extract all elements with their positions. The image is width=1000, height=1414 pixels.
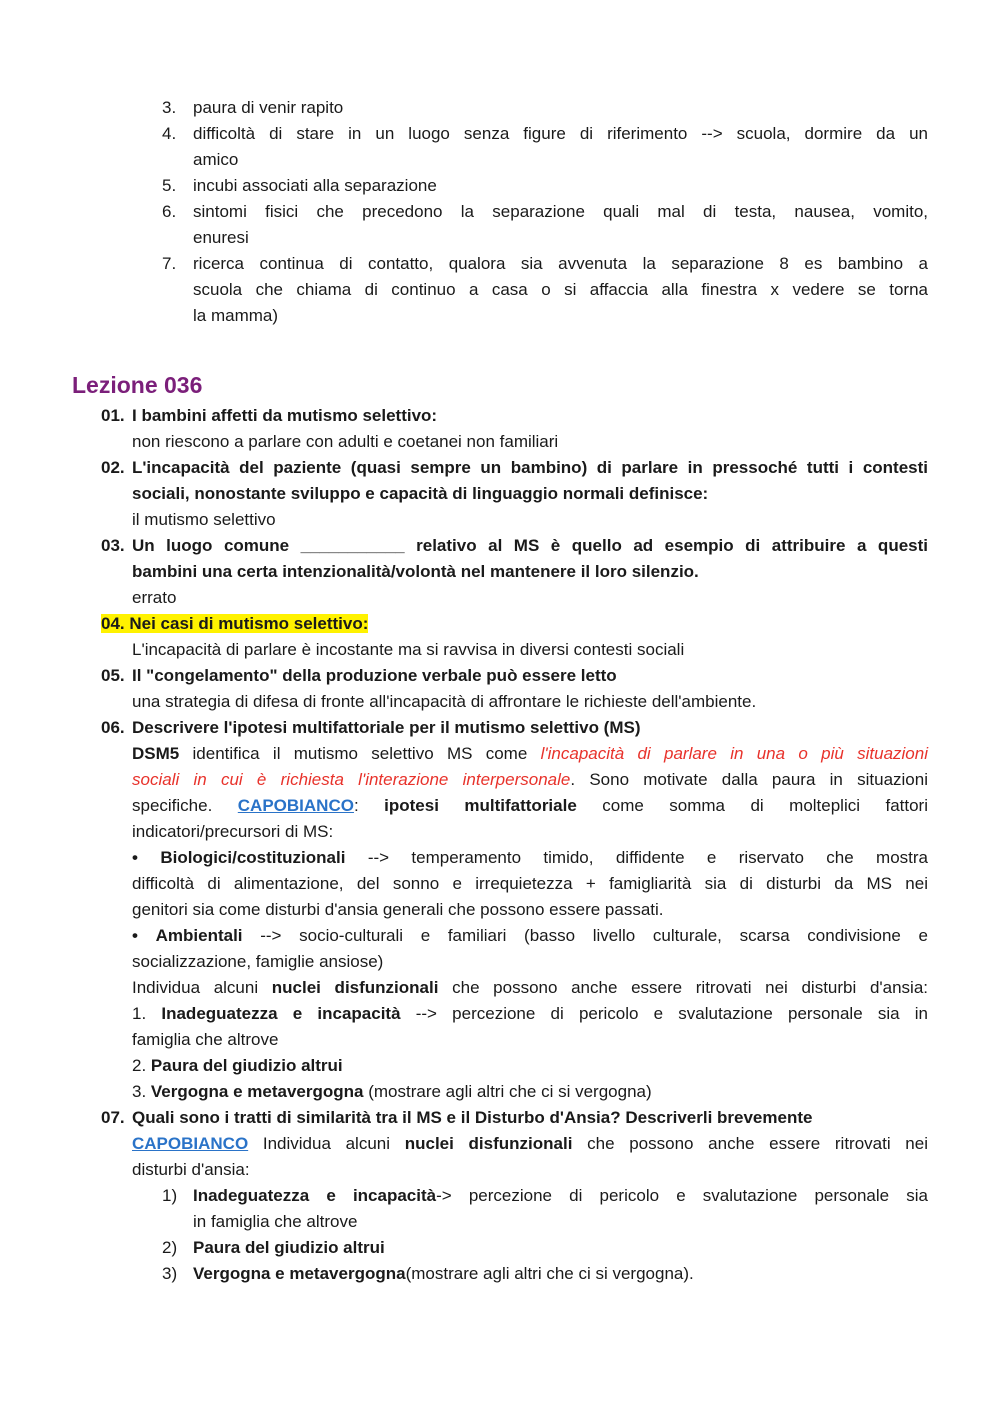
answer-bold: Paura del giudizio altrui	[150, 1056, 343, 1075]
answer-span: come somma di molteplici fattori	[576, 796, 928, 815]
item-number: 3.	[132, 1082, 151, 1101]
question-text: Quali sono i tratti di similarità tra il MS e il Disturbo d'Ansia? Descriverli brevemente	[132, 1108, 813, 1127]
question-number: 06.	[101, 718, 125, 737]
bullet-item-cont: genitori sia come disturbi d'ansia generali che possono essere passati.	[132, 900, 664, 919]
list-number: 4.	[162, 124, 177, 143]
answer-text: il mutismo selettivo	[132, 510, 276, 529]
list-item: paura di venir rapito	[193, 98, 344, 117]
numbered-item	[193, 1261, 694, 1287]
answer-text: L'incapacità di parlare è incostante ma si ravvisa in diversi contesti sociali	[132, 640, 685, 659]
answer-bold: Inadeguatezza e incapacità	[193, 1186, 437, 1205]
question-text-cont: sociali, nonostante sviluppo e capacità di linguaggio normali definisce:	[132, 484, 709, 503]
question-number: 03.	[101, 536, 125, 555]
list-number: 5.	[162, 176, 177, 195]
answer-line	[132, 1131, 928, 1157]
list-number: 3.	[162, 98, 177, 117]
question-text: Nei casi di mutismo selettivo:	[129, 614, 369, 633]
numbered-item-cont: in famiglia che altrove	[193, 1212, 358, 1231]
answer-span: --> percezione di pericolo e svalutazione personale sia in	[400, 1004, 928, 1023]
answer-line: disturbi d'ansia:	[132, 1160, 250, 1179]
bullet-item	[132, 923, 928, 949]
answer-span: . Sono motivate dalla paura in situazioni	[570, 770, 928, 789]
question-text: I bambini affetti da mutismo selettivo:	[132, 406, 438, 425]
definition-red: sociali in cui è richiesta l'interazione interpersonale	[132, 770, 571, 789]
question-number: 05.	[101, 666, 125, 685]
question-text: Un luogo comune ___________ relativo al MS è quello ad esempio di attribuire a questi	[132, 536, 928, 555]
answer-bold: Ambientali	[155, 926, 243, 945]
question-text: Descrivere l'ipotesi multifattoriale per il mutismo selettivo (MS)	[132, 718, 641, 737]
bullet-icon: •	[132, 926, 138, 945]
answer-span: che possono anche essere ritrovati nei disturbi d'ansia:	[438, 978, 929, 997]
list-item-cont: enuresi	[193, 228, 249, 247]
answer-bold: ipotesi multifattoriale	[384, 796, 577, 815]
answer-line	[132, 793, 928, 819]
list-item: difficoltà di stare in un luogo senza figure di riferimento --> scuola, dormire da un	[193, 124, 928, 143]
answer-bold: Biologici/costituzionali	[160, 848, 346, 867]
question-text-cont: bambini una certa intenzionalità/volontà nel mantenere il loro silenzio.	[132, 562, 699, 581]
definition-red: l'incapacità di parlare in una o più situazioni	[540, 744, 928, 763]
numbered-item	[132, 1001, 928, 1027]
answer-bold: Vergogna e metavergogna	[150, 1082, 364, 1101]
bullet-item-cont: socializzazione, famiglie ansiose)	[132, 952, 384, 971]
bullet-item	[132, 845, 928, 871]
answer-span: identifica il mutismo selettivo MS come	[179, 744, 541, 763]
answer-text: non riescono a parlare con adulti e coetanei non familiari	[132, 432, 559, 451]
item-number: 1.	[132, 1004, 162, 1023]
answer-span: -> percezione di pericolo e svalutazione personale sia	[436, 1186, 928, 1205]
list-item-cont: scuola che chiama di continuo a casa o si affaccia alla finestra x vedere se torna	[193, 280, 928, 299]
bullet-icon: •	[132, 848, 138, 867]
numbered-item	[132, 1079, 652, 1105]
item-number: 2)	[162, 1238, 178, 1257]
lesson-heading: Lezione 036	[72, 372, 203, 398]
answer-line	[132, 741, 928, 767]
list-item: sintomi fisici che precedono la separazione quali mal di testa, nausea, vomito,	[193, 202, 928, 221]
answer-bold: nuclei disfunzionali	[404, 1134, 573, 1153]
question-number: 04.	[101, 614, 125, 633]
question-number: 07.	[101, 1108, 125, 1127]
list-number: 6.	[162, 202, 177, 221]
answer-span: che possono anche essere ritrovati nei	[572, 1134, 928, 1153]
answer-span: (mostrare agli altri che ci si vergogna)	[363, 1082, 652, 1101]
dsm5-label: DSM5	[132, 744, 180, 763]
answer-line	[132, 975, 928, 1001]
answer-span: --> temperamento timido, diffidente e riservato che mostra	[345, 848, 928, 867]
question-number: 02.	[101, 458, 125, 477]
list-item: incubi associati alla separazione	[193, 176, 437, 195]
list-item: ricerca continua di contatto, qualora sia avvenuta la separazione 8 es bambino a	[193, 254, 928, 273]
question-number: 01.	[101, 406, 125, 425]
list-item-cont: amico	[193, 150, 239, 169]
answer-text: errato	[132, 588, 177, 607]
question-text: L'incapacità del paziente (quasi sempre un bambino) di parlare in pressoché tutti i contesti	[132, 458, 928, 477]
answer-text: una strategia di difesa di fronte all'incapacità di affrontare le richieste dell'ambiente.	[132, 692, 757, 711]
answer-line: indicatori/precursori di MS:	[132, 822, 334, 841]
item-number: 1)	[162, 1186, 178, 1205]
bullet-item-cont: difficoltà di alimentazione, del sonno e irrequietezza + famigliarità sia di disturbi da MS nei	[132, 874, 928, 893]
answer-span: specifiche.	[132, 796, 238, 815]
answer-bold: Vergogna e metavergogna	[193, 1264, 406, 1283]
answer-span: --> socio-culturali e familiari (basso livello culturale, scarsa condivisione e	[242, 926, 928, 945]
answer-span: (mostrare agli altri che ci si vergogna).	[405, 1264, 694, 1283]
numbered-item	[132, 1053, 343, 1079]
answer-bold: Inadeguatezza e incapacità	[161, 1004, 401, 1023]
question-highlighted	[101, 611, 368, 637]
answer-span: Individua alcuni	[248, 1134, 405, 1153]
question-text: Il "congelamento" della produzione verbale può essere letto	[132, 666, 617, 685]
item-number: 3)	[162, 1264, 178, 1283]
list-number: 7.	[162, 254, 177, 273]
answer-span: :	[353, 796, 385, 815]
numbered-item	[193, 1183, 928, 1209]
capobianco-link[interactable]: CAPOBIANCO	[132, 1134, 249, 1153]
numbered-item-cont: famiglia che altrove	[132, 1030, 279, 1049]
capobianco-link[interactable]: CAPOBIANCO	[237, 796, 354, 815]
item-number: 2.	[132, 1056, 151, 1075]
numbered-item: Paura del giudizio altrui	[193, 1238, 385, 1257]
answer-line	[132, 767, 928, 793]
answer-bold: nuclei disfunzionali	[271, 978, 439, 997]
list-item-cont: la mamma)	[193, 306, 279, 325]
answer-span: Individua alcuni	[132, 978, 272, 997]
